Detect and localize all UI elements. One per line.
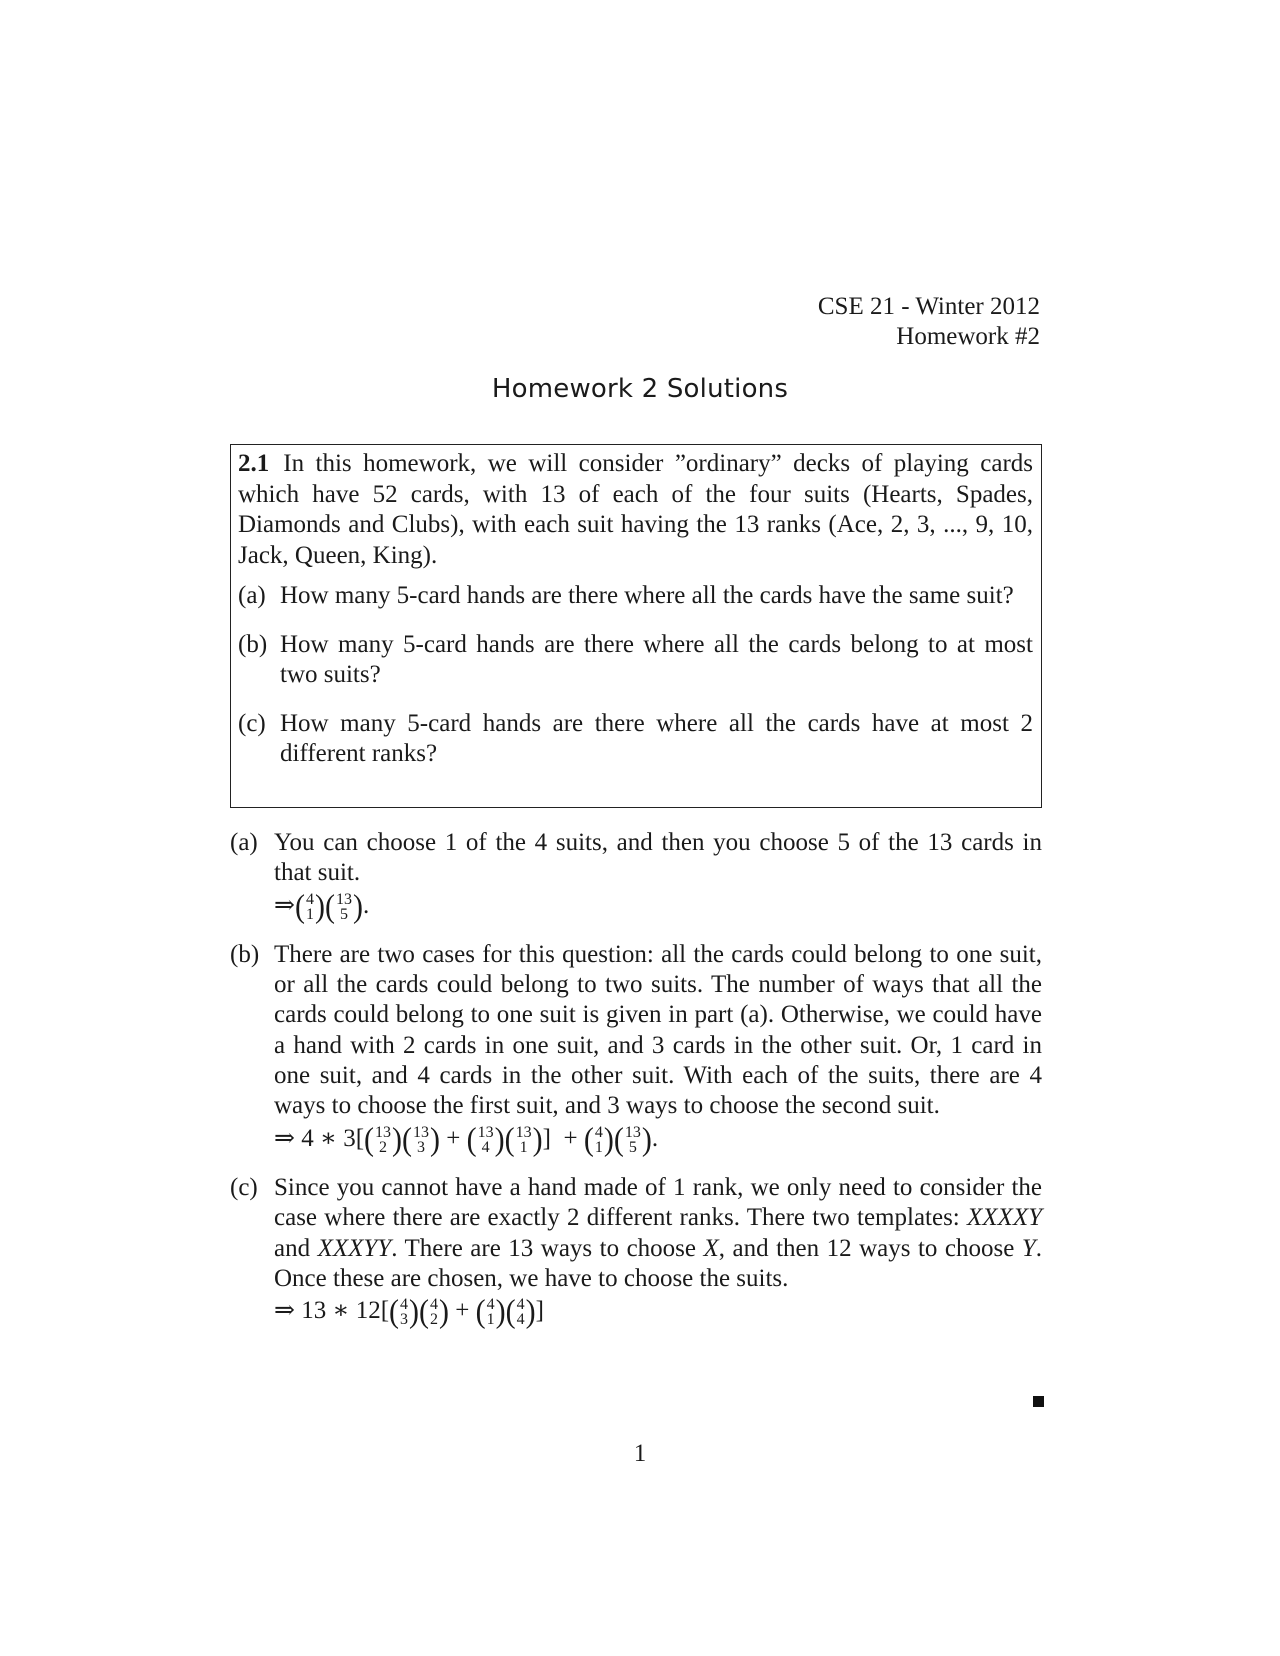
binomial: ( 4 1 ) [294, 888, 325, 925]
question-c [238, 709, 1033, 770]
solution-text: There are two cases for this question: all the cards could belong to one suit, or all the cards could belong to two suits. The number of ways that all the cards could belong to one suit is given in part (a). Otherwise, we could have a hand with 2 cards in one suit, and 3 cards in the other suit. Or, 1 card in one suit, and 4 cards in the other suit. With each of the suits, there are 4 ways to choose the first suit, and 3 ways to choose the second suit. [274, 940, 1042, 1120]
binomial: ( 13 4 ) [466, 1121, 505, 1158]
solution-a [230, 828, 1042, 925]
implies-arrow: ⇒ [274, 1297, 295, 1325]
binomial: ( 13 1 ) [504, 1121, 543, 1158]
solution-b [230, 940, 1042, 1158]
question-label: (c) [238, 709, 266, 737]
solution-text: Since you cannot have a hand made of 1 rank, we only need to consider the case where there are exactly 2 different ranks. There two templates: XXXXY and XXXYY. There are 13 ways to choose X, and then 12 ways to choose Y. Once these are chosen, we have to choose the suits. [274, 1173, 1042, 1292]
question-label: (b) [238, 630, 268, 658]
implies-arrow: ⇒ [274, 891, 295, 919]
page-title: Homework 2 Solutions [491, 374, 789, 404]
solution-label: (b) [230, 940, 260, 968]
qed-square-icon [1033, 1396, 1044, 1407]
solution-label: (a) [230, 829, 258, 856]
binomial: ( 4 1 ) [583, 1121, 614, 1158]
assignment-name: Homework #2 [896, 323, 1040, 350]
binomial: ( 13 3 ) [402, 1121, 441, 1158]
implies-arrow: ⇒ [274, 1124, 295, 1152]
solution-c-formula: ⇒ 13 ∗ 12[ ( 4 3 ) ( 4 2 ) + ( 4 1 ) ( 4 4 ) ] [274, 1293, 544, 1330]
question-a [238, 581, 1033, 612]
binomial: ( 13 5 ) [613, 1121, 652, 1158]
binomial: ( 4 1 ) [475, 1293, 506, 1330]
binomial: ( 4 2 ) [419, 1293, 450, 1330]
course-header [818, 292, 1040, 352]
binomial: ( 13 2 ) [364, 1121, 403, 1158]
question-b [238, 630, 1033, 691]
solution-label: (c) [230, 1173, 258, 1201]
question-text: How many 5-card hands are there where all the cards belong to at most two suits? [280, 630, 1033, 688]
solutions-section [230, 828, 1042, 1345]
solution-b-formula: ⇒ 4 ∗ 3[ ( 13 2 ) ( 13 3 ) + ( 13 4 ) ( 13 1 ) ] + ( 4 1 ) ( 13 5 ) . [274, 1121, 659, 1158]
binomial: ( 4 3 ) [389, 1293, 420, 1330]
problem-statement-box [230, 444, 1042, 808]
question-text: How many 5-card hands are there where all the cards have the same suit? [280, 582, 1014, 609]
solution-c [230, 1173, 1042, 1330]
problem-intro [238, 449, 1033, 571]
solution-a-formula: ⇒ ( 4 1 ) ( 13 5 ) . [274, 888, 370, 925]
page-number: 1 [633, 1440, 647, 1467]
solution-text: You can choose 1 of the 4 suits, and then you choose 5 of the 13 cards in that suit. [274, 829, 1042, 887]
problem-number: 2.1 [238, 450, 270, 477]
problem-intro-text: In this homework, we will consider ”ordinary” decks of playing cards which have 52 cards, with 13 of each of the four suits (Hearts, Spades, Diamonds and Clubs), with each suit having the 13 ranks (Ace, 2, 3, ..., 9, 10, Jack, Queen, King). [238, 450, 1033, 569]
binomial: ( 13 5 ) [324, 888, 363, 925]
course-name: CSE 21 - Winter 2012 [817, 293, 1040, 320]
question-text: How many 5-card hands are there where all the cards have at most 2 different ranks? [280, 709, 1033, 767]
question-label: (a) [238, 582, 266, 609]
binomial: ( 4 4 ) [505, 1293, 536, 1330]
